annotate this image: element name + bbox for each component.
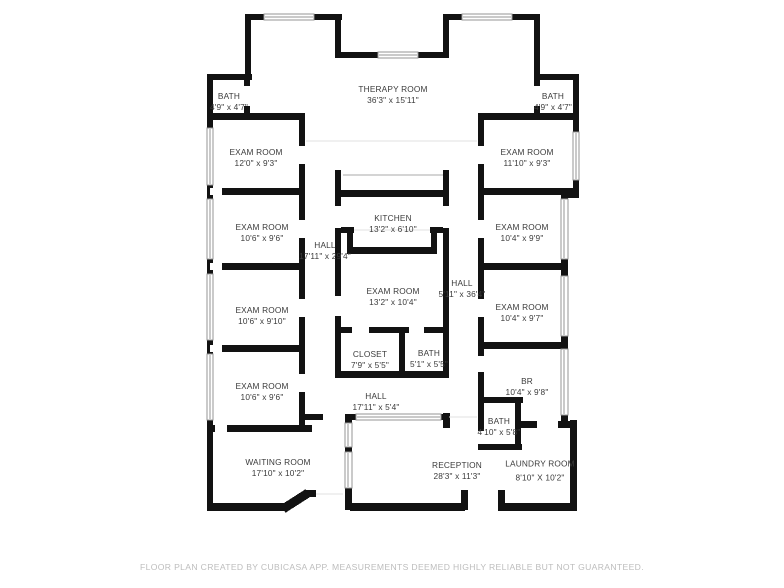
room-label-bath-top-left: BATH 4'9" x 4'7" bbox=[209, 91, 249, 112]
room-label-bath-bottom-right: BATH 4'10" x 5'8" bbox=[477, 416, 521, 437]
room-label-bath-middle: BATH 5'1" x 5'5" bbox=[409, 348, 449, 369]
room-label-bath-top-right: BATH 4'9" x 4'7" bbox=[533, 91, 573, 112]
room-label-exam-room-right-2: EXAM ROOM 10'4" x 9'9" bbox=[495, 222, 549, 243]
room-label-exam-room-right-3: EXAM ROOM 10'4" x 9'7" bbox=[495, 302, 549, 323]
room-label-exam-room-left-4: EXAM ROOM 10'6" x 9'6" bbox=[235, 381, 289, 402]
room-label-exam-room-left-2: EXAM ROOM 10'6" x 9'6" bbox=[235, 222, 289, 243]
room-label-br: BR 10'4" x 9'8" bbox=[505, 376, 549, 397]
room-label-hall-left: HALL 17'11" x 29'4" bbox=[299, 240, 351, 261]
room-label-hall-right: HALL 5'11" x 36'4" bbox=[438, 278, 486, 299]
room-label-exam-room-top-right: EXAM ROOM 11'10" x 9'3" bbox=[500, 147, 554, 168]
room-label-therapy-room: THERAPY ROOM 36'3" x 15'11" bbox=[358, 84, 428, 105]
footer-disclaimer: FLOOR PLAN CREATED BY CUBICASA APP. MEASUREMENTS DEEMED HIGHLY RELIABLE BUT NOT GUARANTEED. bbox=[140, 562, 644, 572]
room-label-kitchen: KITCHEN 13'2" x 6'10" bbox=[369, 213, 417, 234]
room-label-exam-room-center: EXAM ROOM 13'2" x 10'4" bbox=[366, 286, 420, 307]
room-label-hall-bottom: HALL 17'11" x 5'4" bbox=[352, 391, 400, 412]
room-label-exam-room-top-left: EXAM ROOM 12'0" x 9'3" bbox=[229, 147, 283, 168]
room-label-waiting-room: WAITING ROOM 17'10" x 10'2" bbox=[245, 457, 311, 478]
room-label-closet: CLOSET 7'9" x 5'5" bbox=[350, 349, 390, 370]
room-label-laundry-room: LAUNDRY ROOM 8'10" X 10'2" bbox=[505, 458, 575, 483]
room-label-exam-room-left-3: EXAM ROOM 10'6" x 9'10" bbox=[235, 305, 289, 326]
room-label-reception: RECEPTION 28'3" x 11'3" bbox=[432, 460, 482, 481]
